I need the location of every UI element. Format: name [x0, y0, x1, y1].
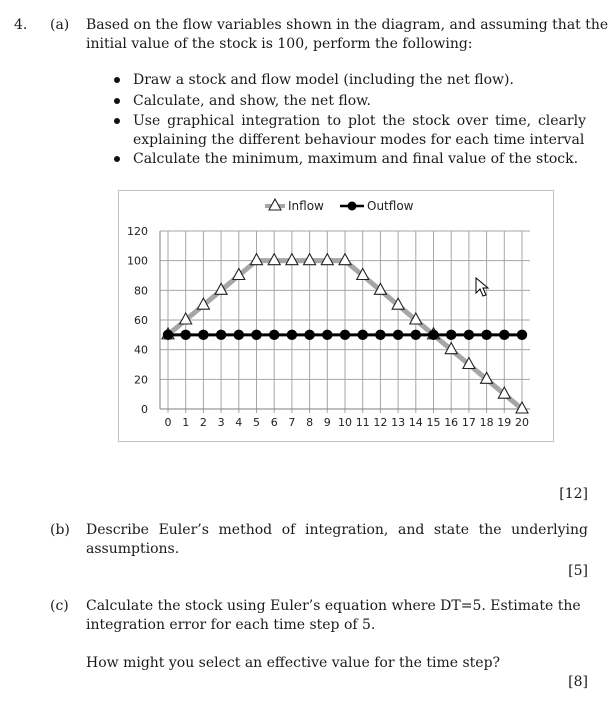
y-tick-label: 80	[134, 284, 148, 298]
x-tick-label: 20	[515, 416, 529, 429]
bullet-dot	[114, 156, 120, 162]
bullet-item: Draw a stock and flow model (including the net flow).	[133, 72, 514, 88]
part-c-label: (c)	[50, 598, 69, 614]
outflow-point	[428, 330, 438, 340]
bullet-dot	[114, 77, 120, 83]
part-a-intro-line2: initial value of the stock is 100, perform the following:	[86, 36, 473, 52]
x-tick-label: 10	[338, 416, 352, 429]
x-tick-label: 9	[323, 416, 331, 429]
outflow-point	[517, 330, 527, 340]
part-b-line2: assumptions.	[86, 541, 180, 557]
part-b-marks: [5]	[568, 563, 588, 579]
x-tick-label: 5	[253, 416, 260, 429]
outflow-point	[234, 330, 244, 340]
x-tick-label: 14	[408, 416, 423, 429]
bullet-item: Calculate the minimum, maximum and final value of the stock.	[133, 151, 579, 167]
x-tick-label: 3	[217, 416, 225, 429]
x-tick-label: 18	[479, 416, 494, 429]
outflow-point	[358, 330, 368, 340]
x-tick-label: 2	[199, 416, 207, 429]
y-tick-label: 120	[127, 225, 148, 238]
x-tick-label: 1	[182, 416, 190, 429]
part-b-label: (b)	[50, 522, 70, 538]
part-c-marks: [8]	[568, 674, 588, 690]
part-c-line1: Calculate the stock using Euler’s equation where DT=5. Estimate the	[86, 598, 581, 614]
outflow-point	[181, 330, 191, 340]
x-tick-label: 0	[164, 416, 172, 429]
x-tick-label: 6	[270, 416, 278, 429]
bullet-dot	[114, 98, 120, 104]
bullet-item-continuation: explaining the different behaviour modes for each time interval	[133, 132, 585, 148]
outflow-point	[411, 330, 421, 340]
outflow-point	[375, 330, 385, 340]
part-c-line3: How might you select an effective value for the time step?	[86, 655, 501, 671]
part-a-marks: [12]	[559, 486, 588, 502]
outflow-point	[322, 330, 332, 340]
outflow-point	[198, 330, 208, 340]
legend-outflow-marker	[348, 202, 357, 211]
bullet-item: Calculate, and show, the net flow.	[133, 93, 371, 109]
x-tick-label: 16	[444, 416, 459, 429]
part-a-label: (a)	[50, 17, 70, 33]
bullet-dot	[114, 118, 120, 124]
outflow-point	[216, 330, 226, 340]
part-c-line2: integration error for each time step of 5.	[86, 617, 376, 633]
y-tick-label: 40	[134, 343, 148, 357]
x-tick-label: 4	[235, 416, 243, 429]
outflow-point	[287, 330, 297, 340]
x-tick-label: 7	[288, 416, 296, 429]
legend-inflow-label: Inflow	[288, 199, 324, 213]
outflow-point	[163, 330, 173, 340]
x-tick-label: 17	[461, 416, 476, 429]
x-tick-label: 19	[497, 416, 512, 429]
outflow-point	[340, 330, 350, 340]
outflow-point	[446, 330, 456, 340]
x-tick-label: 13	[391, 416, 406, 429]
outflow-point	[269, 330, 279, 340]
outflow-point	[499, 330, 509, 340]
flow-chart	[118, 190, 554, 442]
outflow-point	[393, 330, 403, 340]
part-a-intro-line1: Based on the flow variables shown in the diagram, and assuming that the	[86, 17, 609, 33]
legend-outflow-label: Outflow	[367, 199, 414, 213]
y-tick-label: 20	[134, 373, 148, 387]
bullet-item: Use graphical integration to plot the stock over time, clearly	[133, 113, 586, 129]
x-tick-label: 8	[306, 416, 314, 429]
y-tick-label: 60	[134, 314, 148, 327]
y-tick-label: 0	[141, 403, 148, 416]
x-tick-label: 15	[426, 416, 441, 429]
outflow-point	[464, 330, 474, 340]
question-number: 4.	[14, 17, 28, 33]
y-tick-label: 100	[127, 254, 148, 268]
part-b-line1: Describe Euler’s method of integration, and state the underlying	[86, 522, 588, 538]
outflow-point	[251, 330, 261, 340]
outflow-point	[304, 330, 314, 340]
outflow-point	[481, 330, 491, 340]
x-tick-label: 11	[355, 416, 370, 429]
x-tick-label: 12	[373, 416, 388, 429]
